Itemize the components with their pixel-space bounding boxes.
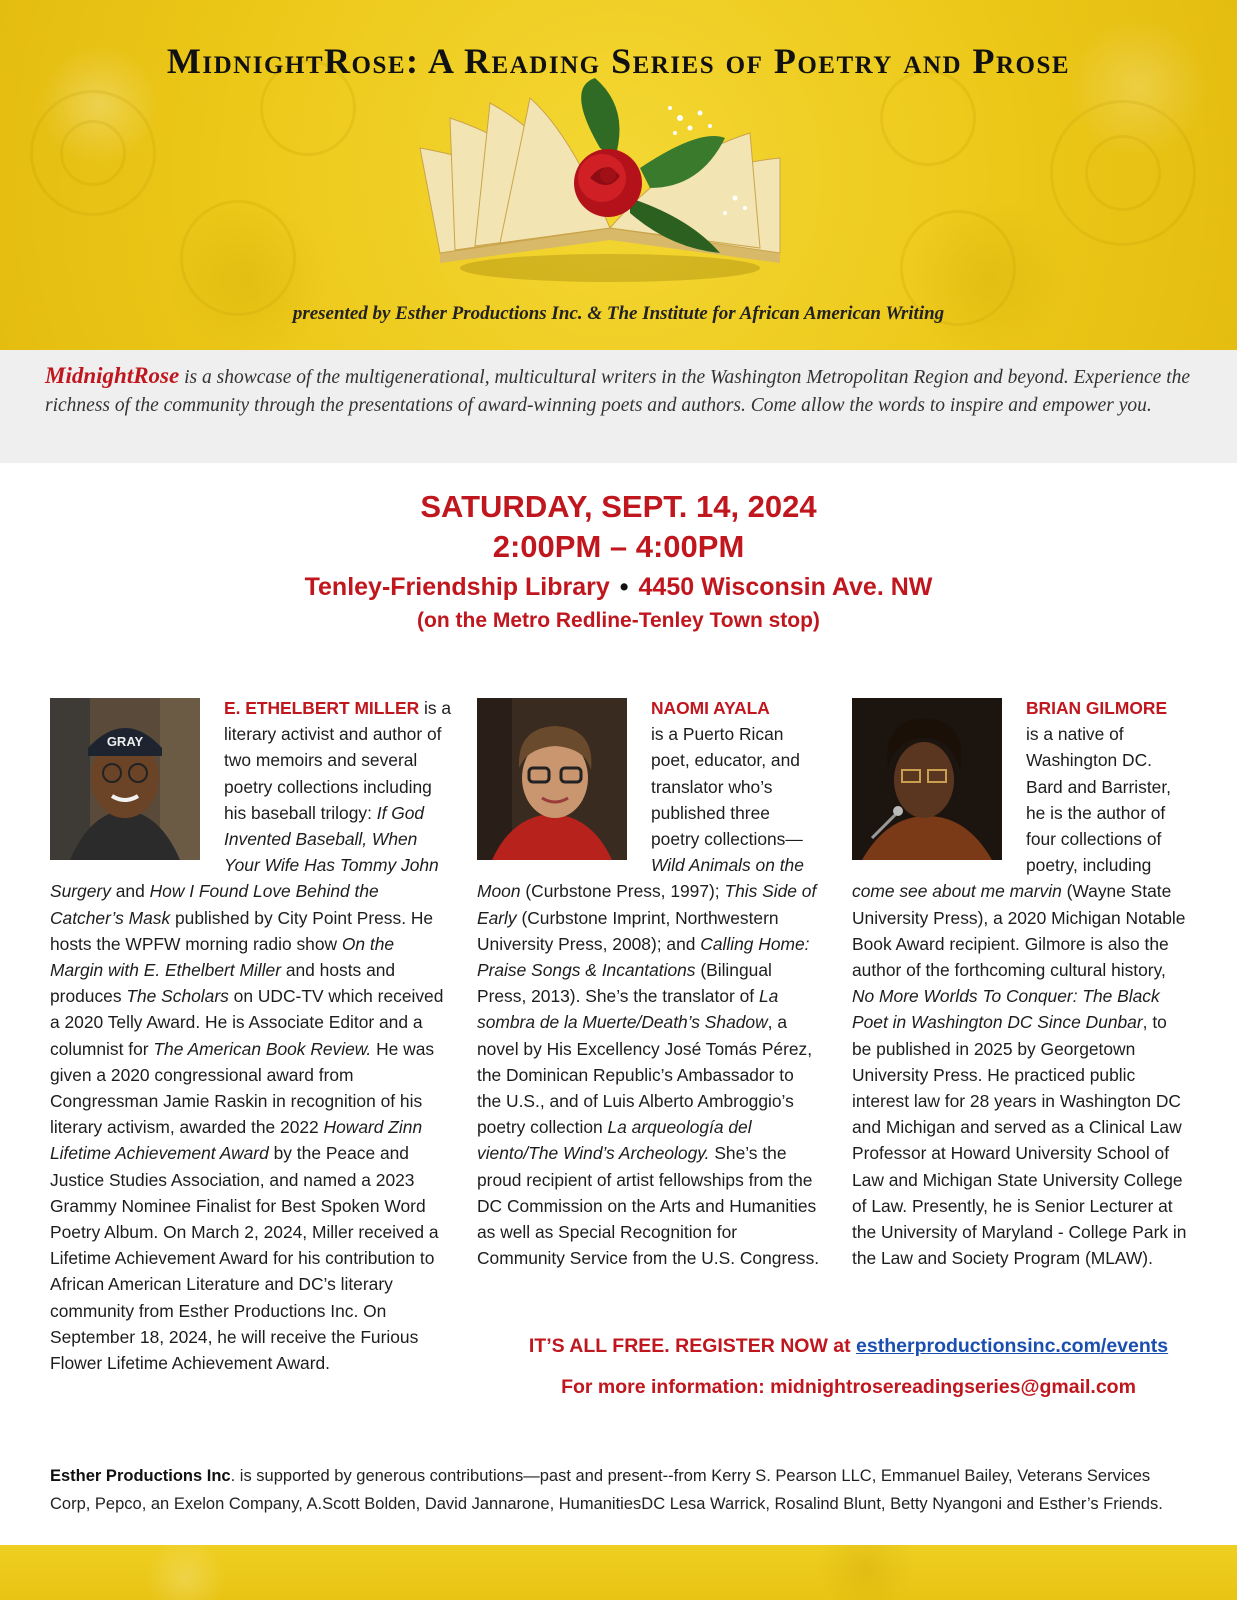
ayala-bio-part: (Curbstone Press, 1997); bbox=[520, 881, 725, 902]
sponsor-text: . is supported by generous contributions—past and present--from Kerry S. Pearson LLC, Emmanuel Bailey, Veterans Services Corp, Pepco, an Exelon Company, A.Scott Bolden, David Jannarone, HumanitiesDC Lesa Warrick, Rosalind Blunt, Betty Nyangoni and Esther’s Friends. bbox=[50, 1467, 1163, 1513]
info-line: For more information: midnightrosereadingseries@gmail.com bbox=[561, 1376, 1136, 1398]
ayala-bio-part: She’s the proud recipient of artist fellowships from the DC Commission on the Arts and Humanities as well as Special Recognition for Community Service from the U.S. Congress. bbox=[477, 1143, 820, 1269]
miller-bio-part: published by City Point Press. He hosts the WPFW morning radio show bbox=[50, 907, 434, 954]
gilmore-bio-italic: No More Worlds To Conquer: The Black Poet in Washington DC Since Dunbar bbox=[852, 986, 1160, 1033]
gilmore-name: BRIAN GILMORE bbox=[1026, 698, 1168, 718]
miller-bio-part: and hosts and produces bbox=[50, 960, 396, 1007]
ayala-bio-part: (Bilingual Press, 2013). She’s the translator of bbox=[477, 960, 772, 1007]
ayala-bio-part: is a Puerto Rican poet, educator, and translator who’s published three poetry collections— bbox=[651, 724, 803, 850]
gilmore-photo bbox=[852, 698, 1002, 860]
ayala-photo bbox=[477, 698, 627, 860]
call-to-action bbox=[460, 1333, 1237, 1400]
intro-brand: MidnightRose bbox=[45, 363, 180, 388]
bio-miller bbox=[50, 695, 452, 1376]
event-time: 2:00PM – 4:00PM bbox=[492, 529, 745, 564]
presented-by: presented by Esther Productions Inc. & The Institute for African American Writing bbox=[292, 303, 945, 324]
page-title: MidnightRose: A Reading Series of Poetry and Prose bbox=[166, 41, 1071, 81]
ayala-bio-italic: Calling Home: Praise Songs & Incantations bbox=[477, 933, 810, 981]
event-venue: Tenley-Friendship Library bbox=[304, 573, 610, 601]
gilmore-bio-part: (Wayne State University Press), a 2020 Michigan Notable Book Award recipient. Gilmore is also the author of the forthcoming cultural history, bbox=[852, 881, 1186, 981]
header-banner bbox=[0, 0, 1237, 350]
miller-bio-part: by the Peace and Justice Studies Association, and named a 2023 Grammy Nominee Finalist for Best Spoken Word Poetry Album. On March 2, 2024, Miller received a Lifetime Achievement Award for his contribution to African American Literature and DC’s literary community from Esther Productions Inc. On September 18, 2024, he will receive the Furious Flower Lifetime Achievement Award. bbox=[50, 1143, 439, 1374]
intro-text: is a showcase of the multigenerational, multicultural writers in the Washington Metropolitan Region and beyond. Experience the richness of the community through the presentations of award-winning poets and authors. Come allow the words to inspire and empower you. bbox=[45, 367, 1191, 416]
miller-photo bbox=[50, 698, 200, 860]
register-line bbox=[460, 1333, 1237, 1359]
intro-paragraph bbox=[45, 362, 1200, 420]
miller-bio-italic: The Scholars bbox=[126, 986, 229, 1007]
event-address: 4450 Wisconsin Ave. NW bbox=[638, 573, 933, 601]
gilmore-bio-italic: come see about me marvin bbox=[852, 881, 1062, 902]
miller-bio-part: He was given a 2020 congressional award from Congressman Jamie Raskin in recognition of his literary activism, awarded the 2022 bbox=[50, 1038, 435, 1138]
venue-separator: • bbox=[619, 573, 629, 601]
register-link[interactable]: estherproductionsinc.com/events bbox=[856, 1335, 1169, 1357]
gilmore-bio-part: is a native of Washington DC. Bard and Barrister, he is the author of four collections of poetry, including bbox=[1026, 724, 1171, 876]
miller-bio-italic: The American Book Review. bbox=[153, 1038, 372, 1059]
ayala-bio-italic: La arqueología del viento/The Wind’s Archeology. bbox=[477, 1117, 752, 1164]
miller-bio-part: and bbox=[110, 881, 150, 902]
svg-text:GRAY: GRAY bbox=[106, 734, 144, 749]
sponsor-org: Esther Productions Inc bbox=[50, 1467, 231, 1485]
ayala-bio-italic: La sombra de la Muerte/Death’s Shadow bbox=[477, 986, 779, 1033]
bio-gilmore bbox=[852, 695, 1190, 1271]
ayala-bio-italic: This Side of Early bbox=[477, 881, 817, 928]
miller-bio-italic: If God Invented Baseball, When Your Wife Has Tommy John Surgery bbox=[50, 802, 439, 902]
ayala-bio-part: , a novel by His Excellency José Tomás Pérez, the Dominican Republic’s Ambassador to the U.S., and of Luis Alberto Ambroggio’s poetry collection bbox=[477, 1012, 813, 1138]
book-rose-illustration bbox=[380, 78, 820, 288]
miller-bio-part: on UDC-TV which received a 2020 Telly Award. He is Associate Editor and a columnist for bbox=[50, 986, 444, 1059]
miller-bio-italic: On the Margin with E. Ethelbert Miller bbox=[50, 933, 395, 981]
miller-bio-part: is a literary activist and author of two memoirs and several poetry collections including his baseball trilogy: bbox=[224, 698, 452, 823]
ayala-bio-italic: Wild Animals on the Moon bbox=[477, 855, 804, 902]
miller-bio-italic: How I Found Love Behind the Catcher’s Mask bbox=[50, 881, 379, 928]
register-text: IT’S ALL FREE. REGISTER NOW at bbox=[528, 1335, 857, 1357]
gilmore-bio-part: , to be published in 2025 by Georgetown University Press. He practiced public interest law for 28 years in Washington DC and Michigan and served as a Clinical Law Professor at Howard University School of Law and Michigan State University College of Law. Presently, he is Senior Lecturer at the University of Maryland - College Park in the Law and Society Program (MLAW). bbox=[852, 1012, 1187, 1269]
event-details bbox=[0, 488, 1237, 636]
event-date: SATURDAY, SEPT. 14, 2024 bbox=[420, 489, 817, 524]
event-location bbox=[0, 568, 1237, 606]
miller-name: E. ETHELBERT MILLER bbox=[224, 698, 420, 718]
miller-bio-italic: Howard Zinn Lifetime Achievement Award bbox=[50, 1117, 423, 1164]
ayala-name: NAOMI AYALA bbox=[651, 698, 770, 718]
sponsors-note bbox=[50, 1462, 1195, 1518]
footer-band bbox=[0, 1545, 1237, 1600]
event-metro-note: (on the Metro Redline-Tenley Town stop) bbox=[417, 609, 820, 632]
bio-ayala bbox=[477, 695, 822, 1271]
ayala-bio-part: (Curbstone Imprint, Northwestern University Press, 2008); and bbox=[477, 907, 779, 954]
intro-section bbox=[0, 350, 1237, 463]
